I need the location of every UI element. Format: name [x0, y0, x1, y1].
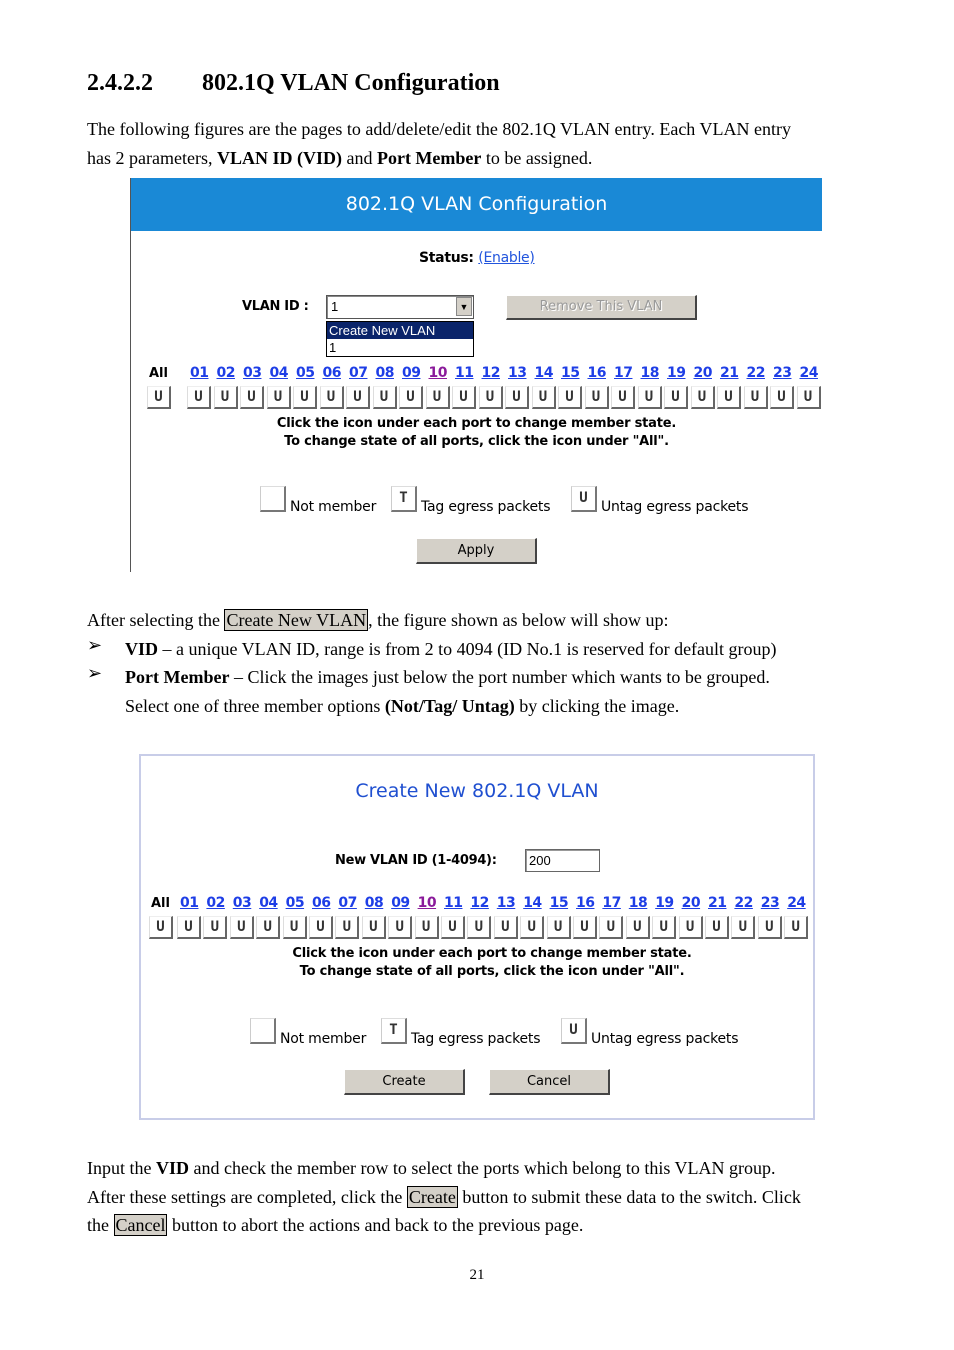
- port-11-state-toggle[interactable]: U: [441, 916, 465, 939]
- port-14-state-toggle[interactable]: U: [532, 386, 556, 409]
- port-link-12[interactable]: 12: [481, 365, 500, 381]
- port-link-23[interactable]: 23: [773, 365, 792, 381]
- bullet-vid-term: VID: [125, 639, 159, 659]
- after-text: After selecting the: [87, 610, 225, 630]
- port-link-21[interactable]: 21: [720, 365, 739, 381]
- port-24-state-toggle[interactable]: U: [797, 386, 821, 409]
- port-19-state-toggle[interactable]: U: [664, 386, 688, 409]
- port-21-state-toggle[interactable]: U: [705, 916, 729, 939]
- port-link-20[interactable]: 20: [693, 365, 712, 381]
- port-link-22[interactable]: 22: [734, 895, 753, 911]
- legend-tag: Tag egress packets: [421, 499, 551, 515]
- closing-text: button to submit these data to the switch. Click: [457, 1187, 801, 1207]
- port-06-state-toggle[interactable]: U: [309, 916, 333, 939]
- port-24-state-toggle[interactable]: U: [784, 916, 808, 939]
- bullet-port-member-line-2: [125, 692, 679, 721]
- port-link-20[interactable]: 20: [681, 895, 701, 911]
- untag-icon: U: [561, 1018, 587, 1044]
- closing-text: button to abort the actions and back to the previous page.: [167, 1215, 584, 1235]
- bullet-port-member-term: Port Member: [125, 667, 230, 687]
- port-link-07[interactable]: 07: [338, 895, 357, 911]
- port-16-state-toggle[interactable]: U: [573, 916, 597, 939]
- port-05-state-toggle[interactable]: U: [293, 386, 317, 409]
- cancel-ref: Cancel: [115, 1215, 166, 1235]
- port-04-state-toggle[interactable]: U: [267, 386, 291, 409]
- vlan-select-value: 1: [331, 299, 339, 314]
- bullet-options-bold: (Not/Tag/ Untag): [384, 696, 515, 716]
- instruction-line-2: To change state of all ports, click the icon under "All".: [284, 434, 669, 449]
- closing-text: the: [87, 1215, 114, 1235]
- closing-line-2: [87, 1183, 801, 1212]
- closing-line-3: [87, 1211, 583, 1240]
- bullet-vid-text: – a unique VLAN ID, range is from 2 to 4094 (ID No.1 is reserved for default group): [158, 639, 777, 659]
- not-member-icon: [260, 486, 286, 512]
- port-14-state-toggle[interactable]: U: [520, 916, 544, 939]
- port-link-18[interactable]: 18: [628, 895, 648, 911]
- port-13-state-toggle[interactable]: U: [505, 386, 529, 409]
- legend-not-member: Not member: [280, 1031, 367, 1047]
- port-09-state-toggle[interactable]: U: [399, 386, 423, 409]
- port-link-17[interactable]: 17: [614, 365, 633, 381]
- status-enable-link[interactable]: (Enable): [478, 250, 535, 266]
- port-link-01[interactable]: 01: [190, 365, 209, 381]
- vlan-id-label: VLAN ID :: [242, 299, 309, 314]
- port-17-state-toggle[interactable]: U: [599, 916, 623, 939]
- closing-bold-vid: VID: [156, 1158, 190, 1178]
- port-link-15[interactable]: 15: [561, 365, 580, 381]
- port-link-11[interactable]: 11: [455, 365, 474, 381]
- vlan-config-screenshot: [130, 178, 822, 572]
- instruction-line-1: Click the icon under each port to change member state.: [276, 416, 677, 431]
- port-link-13[interactable]: 13: [508, 365, 527, 381]
- intro-bold-port-member: Port Member: [376, 148, 482, 168]
- port-06-state-toggle[interactable]: U: [320, 386, 344, 409]
- untag-icon: U: [571, 486, 597, 512]
- port-13-state-toggle[interactable]: U: [494, 916, 518, 939]
- port-link-16[interactable]: 16: [576, 895, 595, 911]
- port-08-state-toggle[interactable]: U: [373, 386, 397, 409]
- port-link-03[interactable]: 03: [232, 895, 252, 911]
- closing-line-1: [87, 1154, 776, 1183]
- new-vlan-id-input[interactable]: 200: [525, 849, 600, 872]
- port-link-17[interactable]: 17: [602, 895, 621, 911]
- port-07-state-toggle[interactable]: U: [335, 916, 359, 939]
- dropdown-option-create-new[interactable]: Create New VLAN: [327, 322, 473, 339]
- port-01-state-toggle[interactable]: U: [187, 386, 211, 409]
- port-link-15[interactable]: 15: [549, 895, 569, 911]
- all-ports-label: All: [151, 896, 170, 911]
- port-07-state-toggle[interactable]: U: [346, 386, 370, 409]
- port-11-state-toggle[interactable]: U: [452, 386, 476, 409]
- intro-text: has 2 parameters,: [87, 148, 217, 168]
- after-selecting-line: [87, 606, 669, 635]
- bullet-vid: [125, 635, 777, 664]
- intro-text: to be assigned.: [481, 148, 593, 168]
- remove-vlan-button[interactable]: Remove This VLAN: [506, 295, 697, 320]
- port-10-state-toggle[interactable]: U: [426, 386, 450, 409]
- port-link-14[interactable]: 14: [523, 895, 542, 911]
- port-link-03[interactable]: 03: [243, 365, 262, 381]
- all-ports-state-toggle[interactable]: U: [147, 386, 171, 409]
- port-18-state-toggle[interactable]: U: [626, 916, 650, 939]
- legend-untag: Untag egress packets: [601, 499, 749, 515]
- intro-line-1: The following figures are the pages to add/delete/edit the 802.1Q VLAN entry. Each VLAN entry: [87, 119, 791, 139]
- port-18-state-toggle[interactable]: U: [638, 386, 662, 409]
- closing-text: Input the: [87, 1158, 156, 1178]
- port-link-22[interactable]: 22: [746, 365, 765, 381]
- section-heading: [87, 70, 500, 97]
- port-link-24[interactable]: 24: [787, 895, 806, 911]
- intro-text: and: [341, 148, 377, 168]
- port-12-state-toggle[interactable]: U: [479, 386, 503, 409]
- port-link-12[interactable]: 12: [470, 895, 489, 911]
- tag-icon: T: [391, 486, 417, 512]
- port-link-06[interactable]: 06: [322, 365, 341, 381]
- dropdown-option-vlan-1[interactable]: 1: [329, 340, 337, 355]
- port-link-06[interactable]: 06: [312, 895, 331, 911]
- port-link-04[interactable]: 04: [259, 895, 278, 911]
- create-vlan-screenshot: [139, 754, 815, 1120]
- bullet-arrow-icon: ➢: [87, 635, 103, 655]
- port-link-01[interactable]: 01: [180, 895, 199, 911]
- port-link-10[interactable]: 10: [417, 895, 437, 911]
- section-number: 2.4.2.2: [87, 70, 153, 96]
- bullet-port-member: [125, 663, 770, 692]
- create-ref: Create: [408, 1187, 456, 1207]
- create-button[interactable]: Create: [344, 1069, 465, 1095]
- port-link-08[interactable]: 08: [375, 365, 394, 381]
- port-23-state-toggle[interactable]: U: [770, 386, 794, 409]
- port-link-08[interactable]: 08: [364, 895, 384, 911]
- all-ports-state-toggle[interactable]: U: [149, 916, 173, 939]
- intro-line-2: [87, 144, 592, 173]
- port-link-14[interactable]: 14: [534, 365, 553, 381]
- instruction-line-2: To change state of all ports, click the icon under "All".: [299, 964, 685, 979]
- apply-button[interactable]: Apply: [416, 538, 537, 564]
- port-04-state-toggle[interactable]: U: [256, 916, 280, 939]
- port-link-07[interactable]: 07: [349, 365, 368, 381]
- port-link-10[interactable]: 10: [428, 365, 447, 381]
- port-link-02[interactable]: 02: [216, 365, 235, 381]
- cancel-button[interactable]: Cancel: [489, 1069, 610, 1095]
- port-link-13[interactable]: 13: [496, 895, 516, 911]
- intro-bold-vid: VLAN ID (VID): [216, 148, 342, 168]
- closing-text: and check the member row to select the ports which belong to this VLAN group.: [189, 1158, 776, 1178]
- port-02-state-toggle[interactable]: U: [203, 916, 227, 939]
- bullet-text: Select one of three member options: [125, 696, 385, 716]
- port-05-state-toggle[interactable]: U: [283, 916, 307, 939]
- port-link-11[interactable]: 11: [444, 895, 463, 911]
- tag-icon: T: [381, 1018, 407, 1044]
- new-vlan-id-label: New VLAN ID (1-4094):: [335, 853, 497, 868]
- port-22-state-toggle[interactable]: U: [731, 916, 755, 939]
- legend-untag: Untag egress packets: [591, 1031, 739, 1047]
- bullet-arrow-icon: ➢: [87, 663, 103, 683]
- port-link-02[interactable]: 02: [206, 895, 225, 911]
- create-new-vlan-ref: Create New VLAN: [226, 610, 367, 630]
- bullet-port-member-text: – Click the images just below the port number which wants to be grouped.: [229, 667, 770, 687]
- vlan-id-dropdown: [326, 321, 474, 357]
- port-17-state-toggle[interactable]: U: [611, 386, 635, 409]
- port-link-24[interactable]: 24: [799, 365, 818, 381]
- port-03-state-toggle[interactable]: U: [230, 916, 254, 939]
- instruction-line-1: Click the icon under each port to change member state.: [292, 946, 692, 961]
- port-link-04[interactable]: 04: [269, 365, 288, 381]
- port-20-state-toggle[interactable]: U: [679, 916, 703, 939]
- port-link-16[interactable]: 16: [587, 365, 606, 381]
- port-link-09[interactable]: 09: [402, 365, 421, 381]
- port-02-state-toggle[interactable]: U: [214, 386, 238, 409]
- chevron-down-icon[interactable]: ▼: [456, 297, 472, 316]
- vlan-id-select[interactable]: [326, 295, 474, 319]
- closing-text: After these settings are completed, click the: [87, 1187, 407, 1207]
- port-link-05[interactable]: 05: [296, 365, 315, 381]
- port-link-05[interactable]: 05: [285, 895, 305, 911]
- after-text: , the figure shown as below will show up:: [368, 610, 669, 630]
- port-23-state-toggle[interactable]: U: [758, 916, 782, 939]
- section-title: 802.1Q VLAN Configuration: [202, 70, 500, 96]
- port-link-09[interactable]: 09: [391, 895, 410, 911]
- port-link-19[interactable]: 19: [667, 365, 686, 381]
- port-member-grid: [131, 366, 822, 416]
- port-link-19[interactable]: 19: [655, 895, 674, 911]
- status-label: Status:: [419, 250, 474, 266]
- port-link-18[interactable]: 18: [640, 365, 659, 381]
- port-12-state-toggle[interactable]: U: [467, 916, 491, 939]
- port-01-state-toggle[interactable]: U: [177, 916, 201, 939]
- port-10-state-toggle[interactable]: U: [415, 916, 439, 939]
- port-09-state-toggle[interactable]: U: [388, 916, 412, 939]
- status-row: [419, 250, 535, 266]
- port-08-state-toggle[interactable]: U: [362, 916, 386, 939]
- create-vlan-title: Create New 802.1Q VLAN: [355, 780, 599, 802]
- legend-not-member: Not member: [290, 499, 377, 515]
- port-21-state-toggle[interactable]: U: [717, 386, 741, 409]
- page-number: 21: [469, 1267, 485, 1283]
- port-20-state-toggle[interactable]: U: [691, 386, 715, 409]
- port-15-state-toggle[interactable]: U: [547, 916, 571, 939]
- port-03-state-toggle[interactable]: U: [240, 386, 264, 409]
- legend-tag: Tag egress packets: [411, 1031, 541, 1047]
- all-ports-label: All: [149, 366, 168, 381]
- port-15-state-toggle[interactable]: U: [558, 386, 582, 409]
- not-member-icon: [250, 1018, 276, 1044]
- banner-title: 802.1Q VLAN Configuration: [131, 178, 822, 231]
- port-16-state-toggle[interactable]: U: [585, 386, 609, 409]
- port-22-state-toggle[interactable]: U: [744, 386, 768, 409]
- port-19-state-toggle[interactable]: U: [652, 916, 676, 939]
- port-link-21[interactable]: 21: [708, 895, 727, 911]
- port-link-23[interactable]: 23: [760, 895, 780, 911]
- bullet-text: by clicking the image.: [514, 696, 680, 716]
- port-member-grid: [141, 896, 813, 946]
